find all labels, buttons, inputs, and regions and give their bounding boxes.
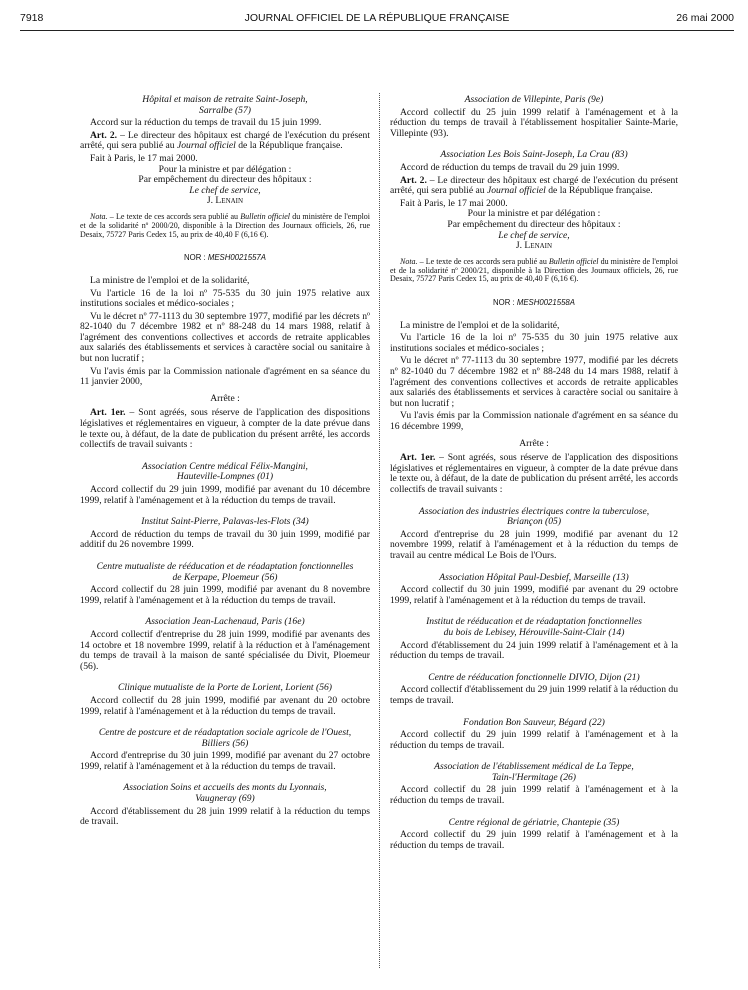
paragraph: Accord de réduction du temps de travail du 30 juin 1999, modifié par additif du 26 novembre 1999.: [80, 528, 370, 551]
header-rule: [20, 30, 734, 31]
paragraph: Accord collectif du 28 juin 1999, modifié par avenant du 20 octobre 1999, relatif à l'aménagement et à la réduction du temps de travail.: [80, 694, 370, 717]
article-2: [80, 131, 370, 152]
section-title: Hauteville-Lompnes (01): [176, 471, 274, 483]
nota-text-end: du ministère de l'emploi et de la solidarité nº 2000/21, disponible à la Direction des Journaux officiels, 26, rue Desaix, 75727 Paris Cedex 15, au prix de 40,40 F (6,16 €).: [390, 256, 679, 284]
nota-text: – Le texte de ces accords sera publié au: [107, 211, 241, 221]
right-column: [390, 95, 678, 851]
paragraph: Accord collectif du 29 juin 1999, modifié par avenant du 10 décembre 1999, relatif à l'aménagement et à la réduction du temps de travail.: [80, 484, 370, 506]
article-2: [390, 176, 678, 197]
section-title: Tain-l'Hermitage (26): [491, 771, 577, 783]
section-title: Hôpital et maison de retraite Saint-Joseph,: [142, 94, 308, 105]
paragraph: Vu le décret nº 77-1113 du 30 septembre 1977, modifié par les décrets nº 82-1040 du 7 décembre 1982 et nº 88-248 du 14 mars 1988, relatif à l'agrément des conventions collectives et accords de retraite applicables aux salariés des établissements et services à caractère social ou sanitaire à but non lucratif ;: [80, 310, 370, 365]
section-title: Centre de rééducation fonctionnelle DIVIO, Dijon (21): [428, 671, 640, 683]
signatory-name: J. Lenain: [515, 240, 553, 252]
article-label: Art. 1er.: [90, 407, 126, 419]
left-column: [80, 95, 370, 828]
section-title: Sarralbe (57): [199, 104, 251, 116]
section-title: Association Les Bois Saint-Joseph, La Crau (83): [440, 149, 628, 161]
section-title: Institut de rééducation et de réadaptation fonctionnelles: [426, 616, 642, 628]
section-title: Centre mutualiste de rééducation et de réadaptation fonctionnelles: [96, 560, 354, 572]
nota-label: Nota.: [90, 211, 108, 221]
paragraph: Accord collectif du 25 juin 1999 relatif à l'aménagement et à la réduction du temps de travail à l'établissement hospitalier Sainte-Marie, Villepinte (93).: [390, 106, 678, 139]
paragraph: Vu l'avis émis par la Commission nationale d'agrément en sa séance du 11 janvier 2000,: [80, 365, 370, 388]
article-text-end: de la République française.: [545, 185, 653, 197]
section-title: Association de l'établissement médical de La Teppe,: [434, 761, 634, 773]
section-title: Association Hôpital Paul-Desbief, Marseille (13): [439, 571, 629, 583]
section-title: Association de Villepinte, Paris (9e): [464, 94, 604, 105]
paragraph: Accord sur la réduction du temps de travail du 15 juin 1999.: [90, 117, 322, 129]
paragraph: Accord collectif du 29 juin 1999 relatif à l'aménagement et à la réduction du temps de travail.: [390, 729, 678, 751]
nota-text: – Le texte de ces accords sera publié au: [417, 256, 549, 266]
paragraph: Accord collectif du 28 juin 1999 relatif à l'aménagement et à la réduction du temps de travail.: [390, 784, 678, 807]
article-text: – Sont agréés, sous réserve de l'application des dispositions législatives et réglementaires en vigueur, à compter de la date prévue dans le texte ou, à défaut, de la date de publication du présent arrêté, les accords collectifs de travail suivants :: [390, 452, 678, 496]
nota: [390, 258, 678, 284]
paragraph: Accord d'entreprise du 28 juin 1999, modifié par avenant du 12 novembre 1999, relatif à l'aménagement et à la réduction du temps de travail au centre médical Le Bois de l'Ours.: [390, 528, 678, 561]
signature-line: Par empêchement du directeur des hôpitaux :: [447, 218, 621, 230]
signature-line: Pour la ministre et par délégation :: [467, 208, 601, 220]
paragraph: Accord collectif du 28 juin 1999, modifié par avenant du 8 novembre 1999, relatif à l'aménagement et à la réduction du temps de travail.: [80, 584, 370, 606]
article-1: [390, 453, 678, 495]
paragraph: Vu le décret nº 77-1113 du 30 septembre 1977, modifié par les décrets nº 82-1040 du 7 décembre 1982 et nº 88-248 du 14 mars 1988, relatif à l'agrément des conventions collectives et accords de retraite applicables aux salariés des établissements et services à caractère social ou sanitaire à but non lucratif ;: [390, 355, 678, 409]
paragraph: La ministre de l'emploi et de la solidarité,: [400, 319, 560, 331]
section-title: Briançon (05): [506, 516, 562, 528]
section-title: Fondation Bon Sauveur, Bégard (22): [463, 716, 605, 728]
section-title: Billiers (56): [201, 737, 249, 749]
section-title: du bois de Lebisey, Hérouville-Saint-Clair (14): [443, 626, 625, 638]
nor-label: NOR :: [184, 253, 208, 263]
paragraph: La ministre de l'emploi et de la solidarité,: [90, 274, 250, 286]
journal-title: JOURNAL OFFICIEL DE LA RÉPUBLIQUE FRANÇAISE: [244, 12, 510, 24]
journal-ref: Journal officiel: [486, 185, 546, 197]
section-title: Centre de postcure et de réadaptation sociale agricole de l'Ouest,: [98, 727, 352, 739]
section-title: Institut Saint-Pierre, Palavas-les-Flots (34): [141, 516, 309, 528]
nota: [80, 213, 370, 239]
arrete-heading: Arrête :: [210, 392, 240, 404]
nor-id: MESH0021557A: [207, 253, 266, 263]
arrete-heading: Arrête :: [519, 437, 549, 449]
article-text-end: de la République française.: [235, 140, 343, 152]
paragraph: Accord de réduction du temps de travail du 29 juin 1999.: [400, 161, 620, 173]
bulletin-ref: Bulletin officiel: [240, 211, 290, 221]
article-label: Art. 2.: [90, 129, 118, 141]
paragraph: Accord collectif du 29 juin 1999 relatif à l'aménagement et à la réduction du temps de travail.: [390, 829, 678, 851]
nor-label: NOR :: [493, 298, 517, 308]
section-title: de Kerpape, Ploemeur (56): [172, 571, 278, 583]
section-title: Association Soins et accueils des monts du Lyonnais,: [123, 782, 327, 794]
article-text: – Sont agréés, sous réserve de l'application des dispositions législatives et réglementaires en vigueur, à compter de la date prévue dans le texte ou, à défaut, de la date de publication du présent arrêté, les accords collectifs de travail suivants :: [80, 407, 370, 451]
page-header: [20, 12, 734, 28]
paragraph: Vu l'article 16 de la loi nº 75-535 du 30 juin 1975 relative aux institutions sociales et médico-sociales ;: [390, 332, 678, 354]
issue-date: 26 mai 2000: [676, 12, 734, 24]
article-text: – Le directeur des hôpitaux est chargé de l'exécution du présent arrêté, qui sera publié au: [80, 129, 370, 152]
section-title: Association Jean-Lachenaud, Paris (16e): [145, 616, 305, 628]
article-label: Art. 1er.: [400, 452, 436, 464]
nor-reference: [80, 253, 370, 264]
section-title: Clinique mutualiste de la Porte de Lorient, Lorient (56): [118, 682, 332, 694]
section-title: Centre régional de gériatrie, Chantepie (35): [448, 816, 620, 828]
section-title: Association Centre médical Félix-Mangini,: [142, 460, 308, 472]
signature-line: Pour la ministre et par délégation :: [158, 163, 292, 175]
section-title: Association des industries électriques contre la tuberculose,: [418, 505, 650, 517]
fait-line: Fait à Paris, le 17 mai 2000.: [90, 152, 198, 164]
nor-reference: [390, 298, 678, 309]
signature-line: Par empêchement du directeur des hôpitaux :: [138, 174, 312, 186]
signature-title: Le chef de service,: [189, 184, 261, 196]
page-number: 7918: [20, 12, 44, 24]
nota-text-end: du ministère de l'emploi et de la solidarité nº 2000/20, disponible à la Direction des Journaux officiels, 26, rue Desaix, 75727 Paris Cedex 15, au prix de 40,40 F (6,16 €).: [80, 211, 371, 239]
article-label: Art. 2.: [400, 174, 427, 186]
nor-id: MESH0021558A: [516, 298, 575, 308]
paragraph: Vu l'avis émis par la Commission nationale d'agrément en sa séance du 16 décembre 1999,: [390, 410, 678, 433]
journal-ref: Journal officiel: [176, 140, 236, 152]
paragraph: Vu l'article 16 de la loi nº 75-535 du 30 juin 1975 relative aux institutions sociales et médico-sociales ;: [80, 287, 370, 310]
column-divider: [379, 93, 380, 968]
article-1: [80, 408, 370, 450]
nota-label: Nota.: [400, 256, 418, 266]
article-text: – Le directeur des hôpitaux est chargé de l'exécution du présent arrêté, qui sera publié au: [390, 174, 678, 197]
bulletin-ref: Bulletin officiel: [548, 256, 599, 266]
fait-line: Fait à Paris, le 17 mai 2000.: [400, 197, 508, 209]
paragraph: Accord collectif du 30 juin 1999, modifié par avenant du 29 octobre 1999, relatif à l'aménagement et à la réduction du temps de travail.: [390, 584, 678, 606]
paragraph: Accord d'établissement du 28 juin 1999 relatif à la réduction du temps de travail.: [80, 805, 370, 828]
paragraph: Accord d'entreprise du 30 juin 1999, modifié par avenant du 27 octobre 1999, relatif à l'aménagement et à la réduction du temps de travail.: [80, 750, 370, 772]
paragraph: Accord collectif d'établissement du 29 juin 1999 relatif à la réduction du temps de travail.: [390, 684, 678, 706]
paragraph: Accord collectif d'entreprise du 28 juin 1999, modifié par avenants des 14 octobre et 18 novembre 1999, relatif à la réduction et à l'aménagement du temps de travail à la maison de santé spécialisée du Divit, Ploemeur (56).: [80, 628, 370, 672]
paragraph: Accord d'établissement du 24 juin 1999 relatif à l'aménagement et à la réduction du temps de travail.: [390, 639, 678, 662]
section-title: Vaugneray (69): [195, 793, 255, 805]
signatory-name: J. Lenain: [206, 195, 244, 207]
signature-title: Le chef de service,: [498, 229, 570, 241]
